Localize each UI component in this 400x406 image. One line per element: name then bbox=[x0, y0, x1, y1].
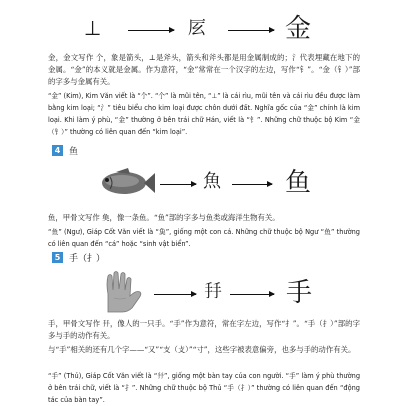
arrow-icon bbox=[160, 184, 196, 185]
section-heading-yu bbox=[52, 143, 78, 157]
yu-chinese-paragraph: 鱼，甲骨文写作 𩵋，像一条鱼。“鱼”部的字多与鱼类或海洋生物有关。 bbox=[48, 213, 280, 222]
jin-bronze-glyph: ⊥ bbox=[84, 16, 102, 40]
section-number-badge: 4 bbox=[52, 145, 63, 156]
jin-chinese-paragraph: 金，金文写作 𠆤，象是箭头，⊥是斧头，箭头和斧头都是用金属制成的；⺡代表埋藏在地下的金属。“金”的本义就是金属。作为意符，“金”常常在一个汉字的左边，写作“钅”。“金（钅）”部的字多与金属有关。 bbox=[48, 53, 360, 86]
yu-modern-glyph: 鱼 bbox=[285, 168, 312, 198]
fish-image bbox=[94, 166, 156, 200]
section-heading-shou bbox=[52, 250, 105, 264]
arrow-icon bbox=[228, 30, 274, 31]
shou-chinese-paragraph-2: 与“手”相关的还有几个字——“又”“支（攴）”“寸”，这些字被表意偏旁，也多与手的动作有关。 bbox=[48, 345, 356, 354]
shou-oracle-glyph: 𢪒 bbox=[204, 281, 222, 302]
yu-evolution-row bbox=[0, 166, 400, 202]
arrow-icon bbox=[232, 184, 272, 185]
shou-vietnamese-paragraph: “手” (Thủ), Giáp Cốt Văn viết là “𢪒”, giống một bàn tay của con người. “手” làm ý phù thường ở bên trái chữ, viết là “扌”. Những chữ thuộc bộ Thủ “手（扌）” thường có liên quan đến “động tác của bàn tay”. bbox=[48, 372, 360, 404]
section-title: 鱼 bbox=[69, 146, 79, 157]
shou-modern-glyph: 手 bbox=[286, 278, 313, 308]
yu-vietnamese-paragraph: “鱼” (Ngư), Giáp Cốt Văn viết là “𩵋”, giống một con cá. Những chữ thuộc bộ Ngư “鱼” thường có liên quan đến “cá” hoặc “sinh vật biển”. bbox=[48, 228, 360, 248]
jin-vietnamese-paragraph: “金” (Kim), Kim Văn viết là “𠆤”. “𠆤” là mũi tên, “⊥” là cái rìu, mũi tên và cái rìu đều được làm bằng kim loại; “⺡” tiêu biểu cho kim loại được chôn dưới đất. Nghĩa gốc của “金” chính là kim loại. Khi làm ý phù, “金” thường ở bên trái chữ Hán, viết là “钅”. Những chữ thuộc bộ Kim “金（钅）” thường có liên quan đến “kim loại”. bbox=[48, 92, 361, 136]
jin-modern-glyph: 金 bbox=[285, 14, 312, 44]
jin-seal-glyph: 㕄 bbox=[188, 18, 206, 39]
section-number-badge: 5 bbox=[52, 252, 63, 263]
shou-chinese-paragraph-1: 手，甲骨文写作 𢪒，像人的一只手。“手”作为意符，常在字左边，写作“扌”。“手（扌）”部的字多与手的动作有关。 bbox=[48, 319, 360, 340]
shou-evolution-row bbox=[0, 276, 400, 312]
arrow-icon bbox=[154, 294, 196, 295]
jin-evolution-row bbox=[0, 12, 400, 48]
section-title: 手（扌） bbox=[69, 253, 106, 264]
arrow-icon bbox=[128, 30, 174, 31]
arrow-icon bbox=[230, 294, 274, 295]
hand-image bbox=[96, 270, 146, 314]
yu-oracle-glyph: 魚 bbox=[203, 171, 221, 192]
